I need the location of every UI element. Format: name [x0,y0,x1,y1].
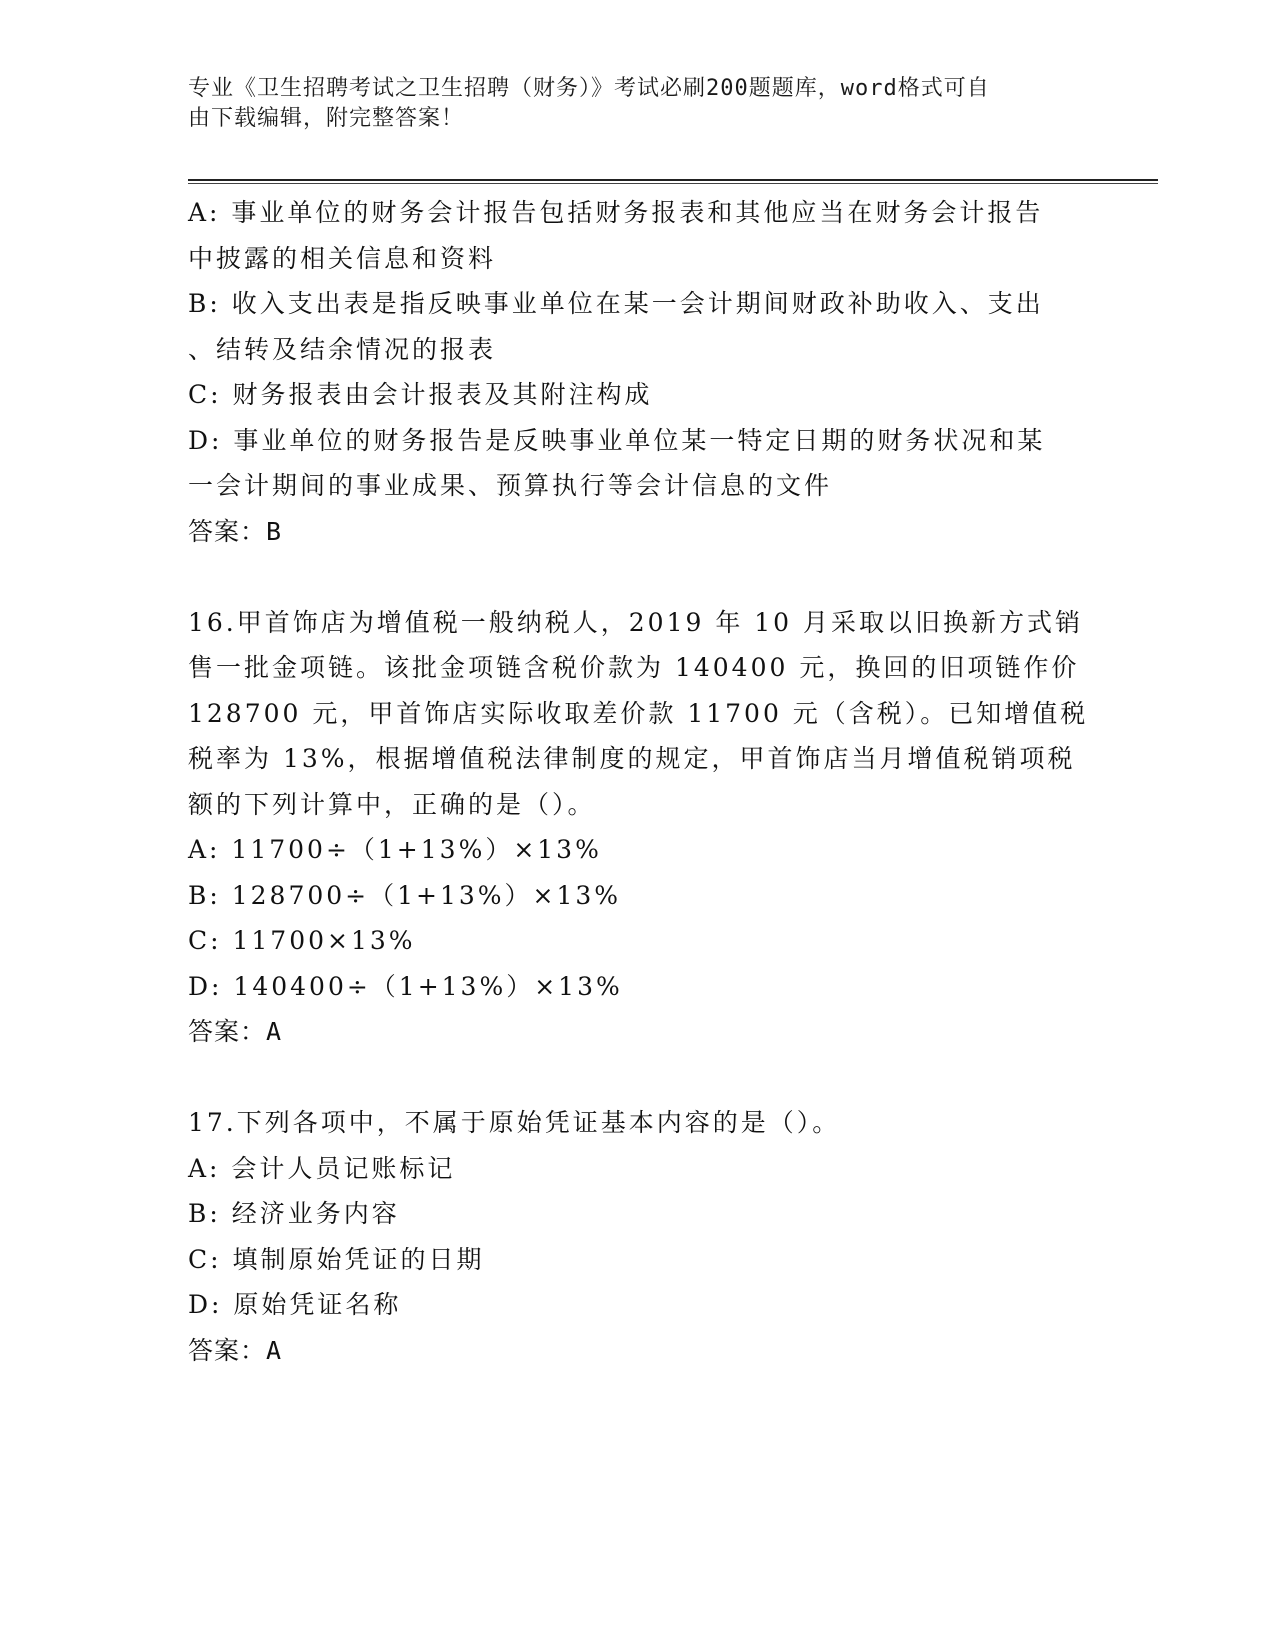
answer-label: 答案：B [188,516,283,546]
option-a: A: 11700÷（1+13%）×13% [188,835,602,864]
option-d-line-2: 一会计期间的事业成果、预算执行等会计信息的文件 [188,471,833,500]
option-b-line-1: B: 收入支出表是指反映事业单位在某一会计期间财政补助收入、支出 [188,289,1044,318]
spacer [188,554,1088,600]
option-d: D: 140400÷（1+13%）×13% [188,971,623,1001]
question-stem-line-1: 16.甲首饰店为增值税一般纳税人，2019 年 10 月采取以旧换新方式销 [188,607,1084,637]
question-content [188,190,1088,1373]
question-stem-line-3: 128700 元，甲首饰店实际收取差价款 11700 元（含税）。已知增值税 [188,698,1089,728]
option-a: A: 会计人员记账标记 [188,1153,456,1183]
question-15-options [188,190,1088,554]
header-divider-thick [188,179,1158,181]
question-stem-line-1: 17.下列各项中，不属于原始凭证基本内容的是（）。 [188,1108,841,1137]
header-line-2: 由下载编辑，附完整答案！ [188,106,465,131]
option-b: B: 128700÷（1+13%）×13% [188,880,622,910]
answer-label: 答案：A [188,1017,283,1046]
question-16 [188,600,1088,1055]
option-a-line-1: A: 事业单位的财务会计报告包括财务报表和其他应当在财务会计报告 [188,198,1044,227]
answer-label: 答案：A [188,1335,283,1365]
question-17 [188,1100,1088,1373]
question-stem-line-2: 售一批金项链。该批金项链含税价款为 140400 元，换回的旧项链作价 [188,653,1080,682]
spacer [188,1055,1088,1101]
option-d-line-1: D: 事业单位的财务报告是反映事业单位某一特定日期的财务状况和某 [188,425,1046,455]
option-c: C: 财务报表由会计报表及其附注构成 [188,380,653,409]
option-c: C: 填制原始凭证的日期 [188,1244,485,1274]
header-line-1: 专业《卫生招聘考试之卫生招聘（财务）》考试必刷200题题库，word格式可自 [188,76,990,101]
document-header [188,74,1068,134]
question-stem-line-5: 额的下列计算中，正确的是（）。 [188,789,596,819]
option-d: D: 原始凭证名称 [188,1290,402,1319]
question-stem-line-4: 税率为 13%，根据增值税法律制度的规定，甲首饰店当月增值税销项税 [188,744,1076,773]
option-b-line-2: 、结转及结余情况的报表 [188,334,497,364]
option-b: B: 经济业务内容 [188,1199,400,1228]
option-c: C: 11700×13% [188,926,416,955]
header-divider-thin [188,183,1158,184]
option-a-line-2: 中披露的相关信息和资料 [188,243,497,273]
